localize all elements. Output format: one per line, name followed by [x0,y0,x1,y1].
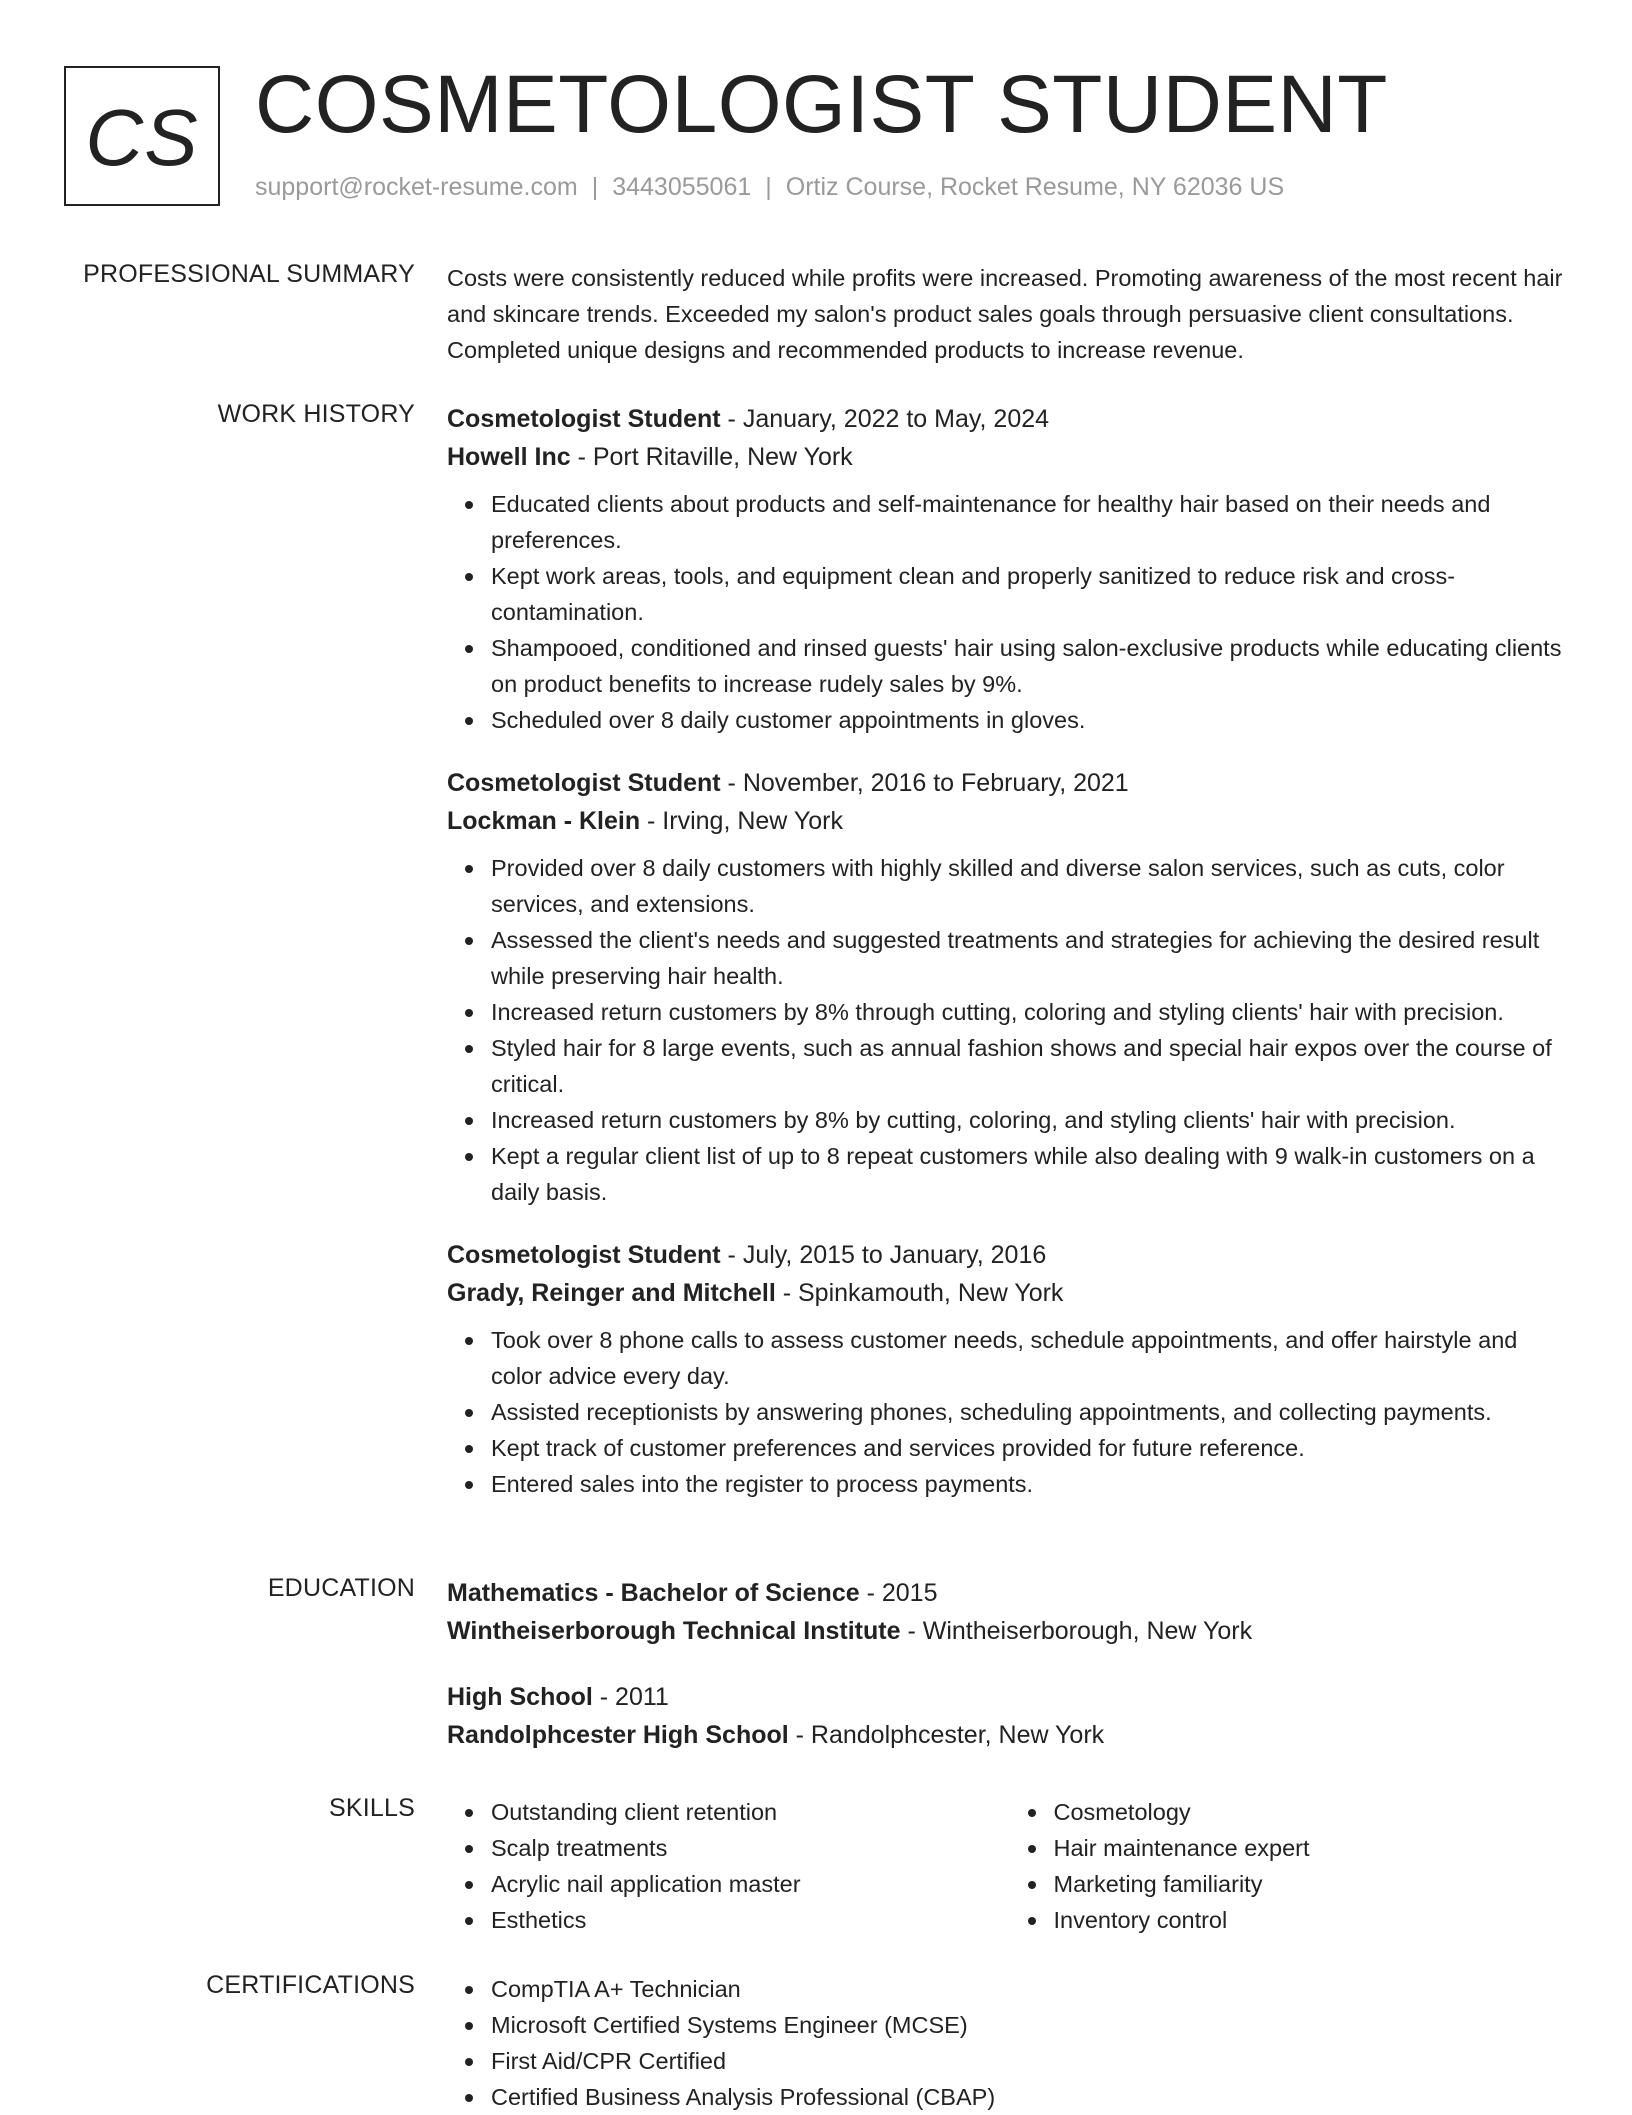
list-item: Acrylic nail application master [491,1866,1010,1902]
job-title: Cosmetologist Student [447,1241,721,1269]
list-item: Cosmetology [1054,1794,1573,1830]
education-year: - 2011 [592,1683,669,1711]
list-item: Scalp treatments [491,1830,1010,1866]
section-heading: SKILLS [329,1794,415,1822]
list-item: Took over 8 phone calls to assess customer needs, schedule appointments, and offer hairstyle and color advice every day. [491,1322,1572,1394]
list-item: Assessed the client's needs and suggested treatments and strategies for achieving the desired result while preserving hair health. [491,922,1572,994]
contact-separator: | [765,173,772,201]
contact-address: Ortiz Course, Rocket Resume, NY 62036 US [785,173,1285,201]
job-company: Grady, Reinger and Mitchell [447,1279,776,1307]
list-item: Entered sales into the register to process payments. [491,1466,1572,1502]
job-location: - Irving, New York [640,807,843,835]
list-item: Kept a regular client list of up to 8 repeat customers while also dealing with 9 walk-in customers on a daily basis. [491,1138,1572,1210]
section-heading: EDUCATION [267,1574,415,1602]
job-dates: - July, 2015 to January, 2016 [720,1241,1047,1269]
skills-list-left [447,1794,1010,1938]
list-item: Increased return customers by 8% by cutting, coloring, and styling clients' hair with precision. [491,1102,1572,1138]
certifications-list [447,1971,1572,2115]
job-location: - Spinkamouth, New York [775,1279,1064,1307]
section-heading: CERTIFICATIONS [206,1971,415,1999]
job-company: Lockman - Klein [447,807,641,835]
job-entry [447,1236,1572,1502]
job-title: Cosmetologist Student [447,405,721,433]
education-location: - Wintheiserborough, New York [900,1617,1253,1645]
job-title: Cosmetologist Student [447,769,721,797]
list-item: Provided over 8 daily customers with highly skilled and diverse salon services, such as cuts, color services, and extensions. [491,850,1572,922]
section-heading: WORK HISTORY [217,400,415,428]
summary-text: Costs were consistently reduced while profits were increased. Promoting awareness of the most recent hair and skincare trends. Exceeded my salon's product sales goals through persuasive client consultations. Completed unique designs and recommended products to increase revenue. [447,265,1563,363]
resume-title: COSMETOLOGIST STUDENT [255,59,1388,150]
job-entry [447,764,1572,1210]
job-company: Howell Inc [447,443,571,471]
list-item: Marketing familiarity [1054,1866,1573,1902]
education-location: - Randolphcester, New York [788,1721,1105,1749]
list-item: Educated clients about products and self-maintenance for healthy hair based on their needs and preferences. [491,486,1572,558]
list-item: Kept track of customer preferences and services provided for future reference. [491,1430,1572,1466]
education-degree: High School [447,1683,593,1711]
education-entry [447,1678,1572,1754]
contact-email: support@rocket-resume.com [255,173,578,201]
list-item: Inventory control [1054,1902,1573,1938]
list-item: Outstanding client retention [491,1794,1010,1830]
job-location: - Port Ritaville, New York [570,443,853,471]
list-item: Increased return customers by 8% through cutting, coloring and styling clients' hair with precision. [491,994,1572,1030]
contact-line [255,173,1284,202]
education-school: Randolphcester High School [447,1721,789,1749]
education-school: Wintheiserborough Technical Institute [447,1617,901,1645]
list-item: Assisted receptionists by answering phones, scheduling appointments, and collecting payments. [491,1394,1572,1430]
list-item: Shampooed, conditioned and rinsed guests' hair using salon-exclusive products while educating clients on product benefits to increase rudely sales by 9%. [491,630,1572,702]
job-dates: - January, 2022 to May, 2024 [720,405,1050,433]
job-bullets [447,850,1572,1210]
list-item: Esthetics [491,1902,1010,1938]
list-item: Certified Business Analysis Professional (CBAP) [491,2079,1572,2115]
job-dates: - November, 2016 to February, 2021 [720,769,1129,797]
contact-separator: | [591,173,599,201]
list-item: Hair maintenance expert [1054,1830,1573,1866]
list-item: Microsoft Certified Systems Engineer (MCSE) [491,2007,1572,2043]
skills-list-right [1010,1794,1573,1938]
job-bullets [447,1322,1572,1502]
monogram-logo: CS [64,66,220,206]
list-item: Scheduled over 8 daily customer appointments in gloves. [491,702,1572,738]
list-item: Kept work areas, tools, and equipment clean and properly sanitized to reduce risk and cross-contamination. [491,558,1572,630]
education-entry [447,1574,1572,1650]
job-entry [447,400,1572,738]
education-year: - 2015 [859,1579,938,1607]
education-degree: Mathematics - Bachelor of Science [447,1579,860,1607]
list-item: Styled hair for 8 large events, such as annual fashion shows and special hair expos over the course of critical. [491,1030,1572,1102]
job-bullets [447,486,1572,738]
section-heading: PROFESSIONAL SUMMARY [83,260,415,288]
contact-phone: 3443055061 [612,173,752,201]
list-item: First Aid/CPR Certified [491,2043,1572,2079]
list-item: CompTIA A+ Technician [491,1971,1572,2007]
